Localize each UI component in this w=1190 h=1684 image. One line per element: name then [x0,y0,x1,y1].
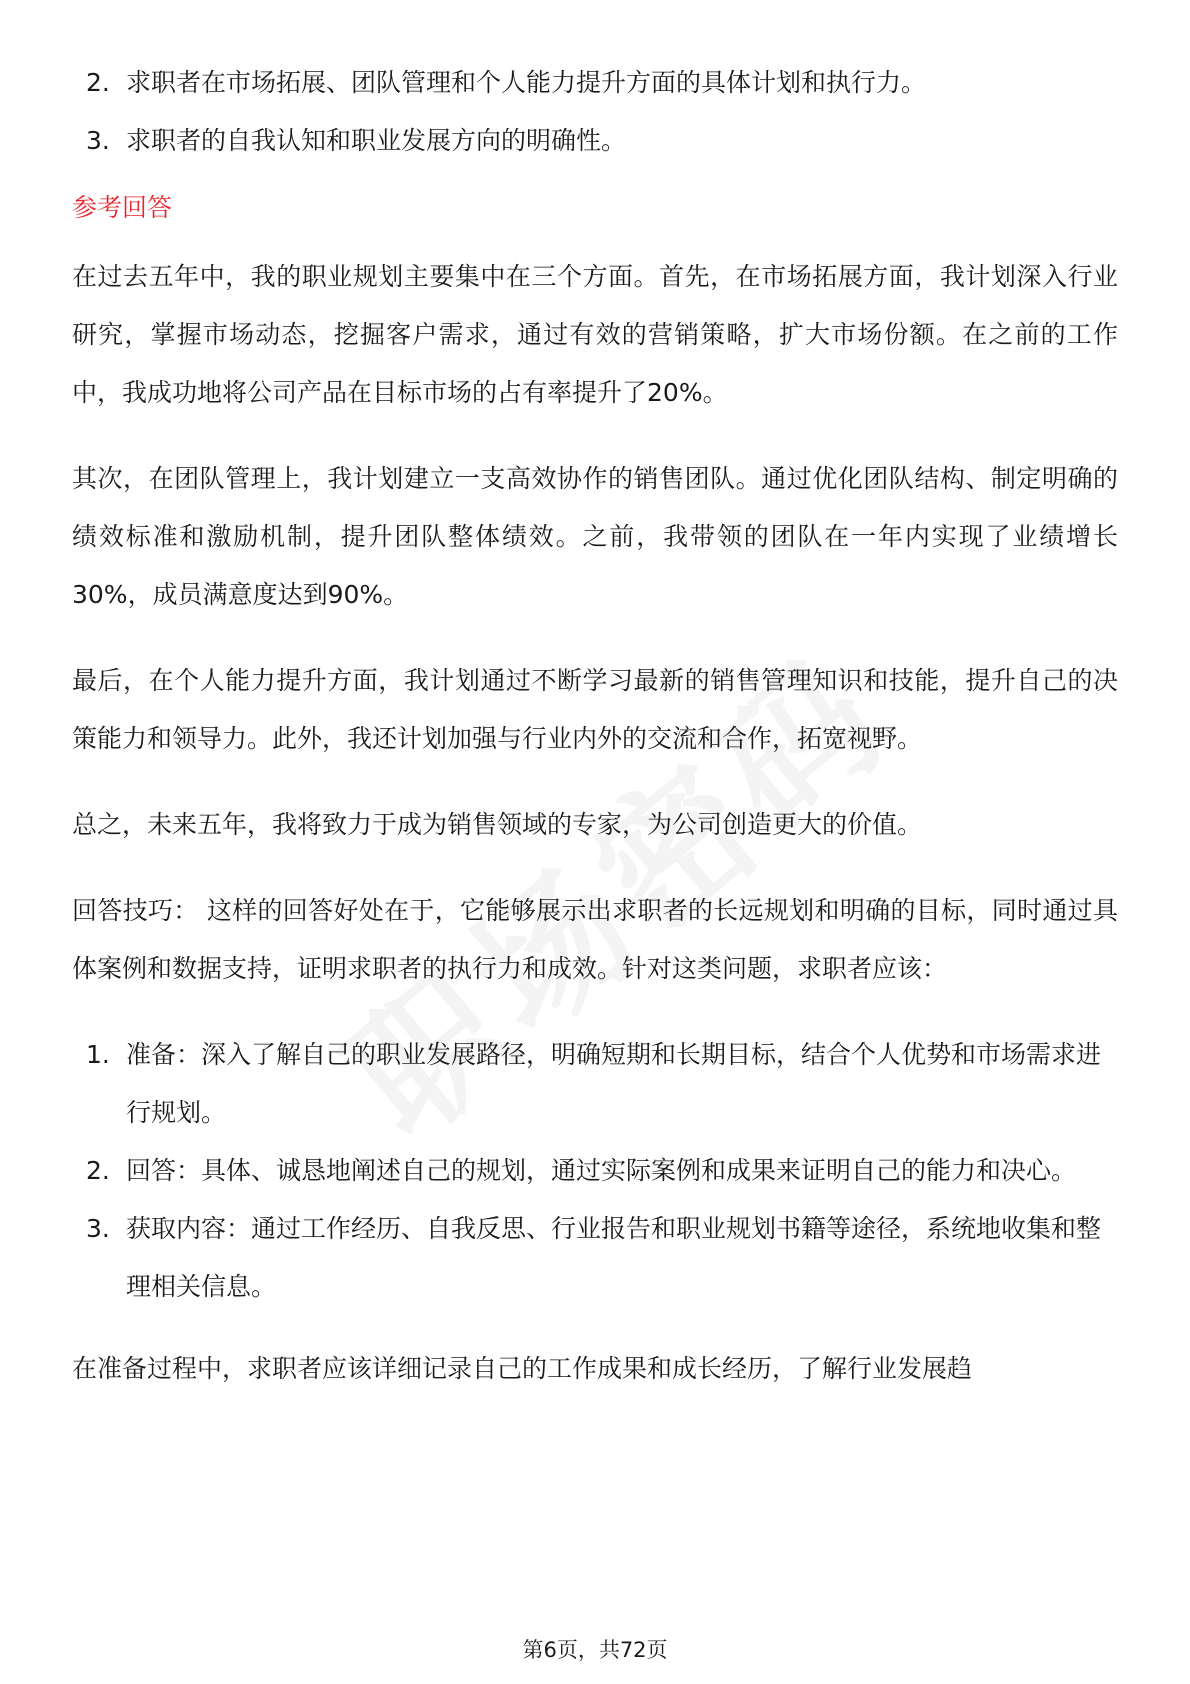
list-item-text: 求职者的自我认知和职业发展方向的明确性。 [126,126,627,155]
list-number: 3. [86,126,110,155]
final-paragraph: 在准备过程中，求职者应该详细记录自己的工作成果和成长经历，了解行业发展趋 [72,1354,973,1383]
list-number: 2. [86,68,110,97]
page-content [72,54,1118,1426]
paragraph: 最后，在个人能力提升方面，我计划通过不断学习最新的销售管理知识和技能，提升自己的决策能力和领导力。此外，我还计划加强与行业内外的交流和合作，拓宽视野。 [72,666,1118,753]
list-item [72,54,1118,112]
list-item [72,1142,1118,1200]
list-item-text: 回答：具体、诚恳地阐述自己的规划，通过实际案例和成果来证明自己的能力和决心。 [126,1156,1077,1185]
list-item-text: 获取内容：通过工作经历、自我反思、行业报告和职业规划书籍等途径，系统地收集和整理相关信息。 [126,1214,1102,1301]
criteria-list [72,54,1118,170]
list-item-text: 准备：深入了解自己的职业发展路径，明确短期和长期目标，结合个人优势和市场需求进行规划。 [126,1040,1102,1127]
paragraph: 总之，未来五年，我将致力于成为销售领域的专家，为公司创造更大的价值。 [72,810,923,839]
section-heading-reference-answer: 参考回答 [72,193,173,222]
list-item [72,1026,1118,1142]
page-number-footer: 第6页，共72页 [522,1638,668,1662]
paragraph: 在过去五年中，我的职业规划主要集中在三个方面。首先，在市场拓展方面，我计划深入行业研究，掌握市场动态，挖掘客户需求，通过有效的营销策略，扩大市场份额。在之前的工作中，我成功地将公司产品在目标市场的占有率提升了20%。 [72,262,1118,407]
list-number: 2. [86,1156,110,1185]
list-item [72,112,1118,170]
answer-tips-paragraph: 回答技巧： 这样的回答好处在于，它能够展示出求职者的长远规划和明确的目标，同时通过具体案例和数据支持，证明求职者的执行力和成效。针对这类问题，求职者应该： [72,896,1118,983]
list-item-text: 求职者在市场拓展、团队管理和个人能力提升方面的具体计划和执行力。 [126,68,927,97]
list-number: 1. [86,1040,110,1069]
list-item [72,1200,1118,1316]
tips-list [72,1026,1118,1316]
list-number: 3. [86,1214,110,1243]
paragraph: 其次，在团队管理上，我计划建立一支高效协作的销售团队。通过优化团队结构、制定明确的绩效标准和激励机制，提升团队整体绩效。之前，我带领的团队在一年内实现了业绩增长30%，成员满意度达到90%。 [72,464,1118,609]
